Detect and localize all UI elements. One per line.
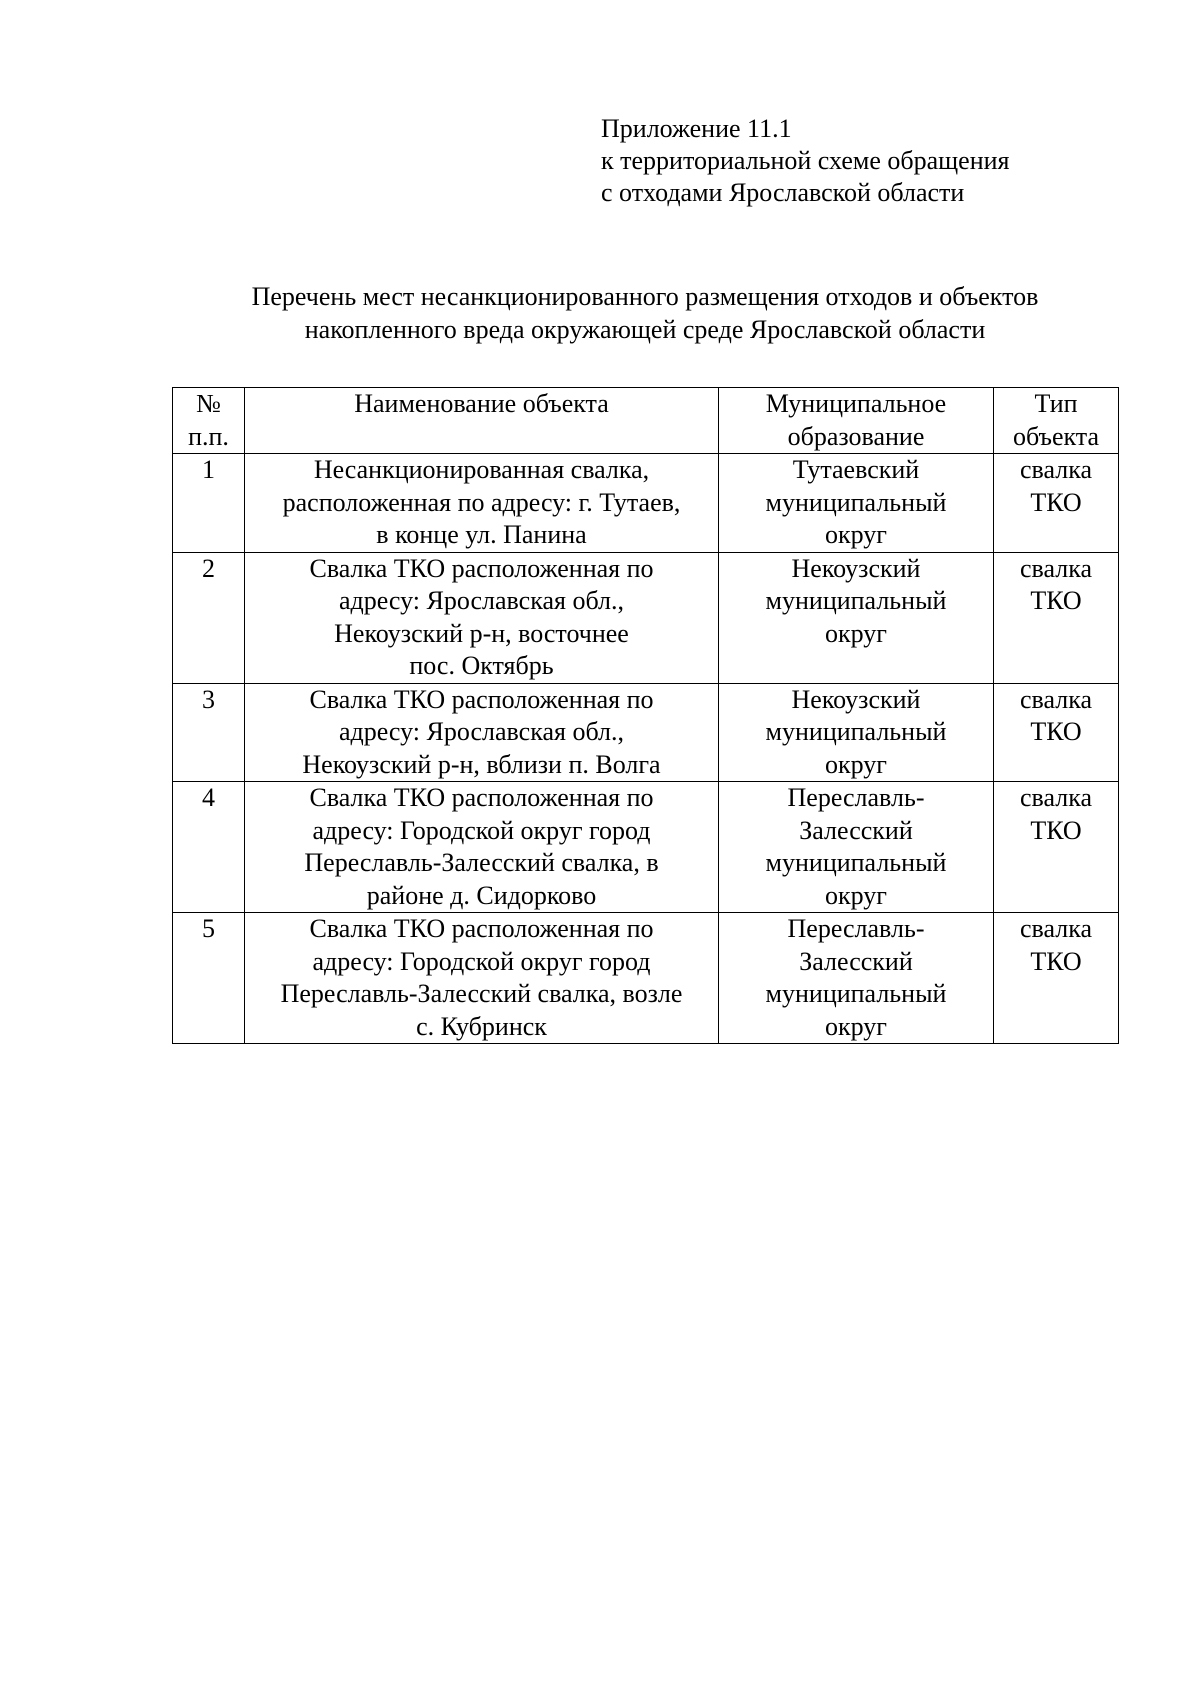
cell-line: ТКО (1030, 717, 1082, 746)
cell-line: с. Кубринск (416, 1011, 547, 1041)
title-line: накопленного вреда окружающей среде Ярославской области (304, 315, 986, 344)
header-num (173, 388, 245, 454)
cell-type (994, 454, 1119, 553)
table-row (173, 683, 1119, 782)
cell-name (245, 454, 719, 553)
cell-line: районе д. Сидорково (366, 880, 597, 910)
cell-line: 1 (202, 455, 215, 484)
cell-name (245, 782, 719, 913)
cell-line: ТКО (1030, 487, 1082, 517)
cell-line: округ (825, 880, 887, 910)
cell-line: 2 (202, 553, 215, 583)
title-line: Перечень мест несанкционированного размещения отходов и объектов (251, 282, 1039, 311)
header-line: Наименование объекта (354, 389, 609, 418)
appendix-line: с отходами Ярославской области (601, 178, 965, 207)
header-line: объекта (1012, 421, 1100, 451)
cell-line: 4 (202, 783, 215, 812)
cell-line: Несанкционированная свалка, (313, 455, 650, 484)
cell-line: округ (825, 1011, 887, 1041)
cell-type (994, 683, 1119, 782)
cell-line: Залесский (799, 815, 913, 845)
cell-line: Залесский (799, 946, 913, 976)
cell-line: расположенная по адресу: г. Тутаев, (282, 487, 681, 517)
table-row (173, 552, 1119, 683)
cell-municipality (719, 683, 994, 782)
cell-line: адресу: Городской округ город (312, 946, 651, 976)
cell-line: Переславль-Залесский свалка, возле (280, 979, 683, 1008)
cell-line: ТКО (1030, 586, 1082, 615)
cell-municipality (719, 454, 994, 553)
cell-line: свалка (1020, 783, 1092, 812)
cell-line: 5 (202, 914, 215, 943)
header-type (994, 388, 1119, 454)
cell-line: округ (825, 749, 887, 779)
cell-line: Свалка ТКО расположенная по (309, 553, 654, 583)
cell-line: Некоузский р-н, вблизи п. Волга (302, 749, 661, 779)
cell-line: свалка (1020, 455, 1092, 484)
appendix-note (601, 113, 1010, 209)
document-title (172, 280, 1118, 346)
cell-line: Некоузский (791, 553, 921, 583)
cell-line: муниципальный (765, 717, 947, 746)
table-row (173, 454, 1119, 553)
cell-municipality (719, 782, 994, 913)
cell-line: муниципальный (765, 848, 947, 877)
sites-table (172, 387, 1119, 1044)
cell-line: адресу: Городской округ город (312, 815, 651, 845)
cell-line: Некоузский р-н, восточнее (334, 618, 629, 648)
header-line: Тип (1034, 389, 1078, 418)
cell-line: Свалка ТКО расположенная по (309, 914, 654, 943)
cell-line: в конце ул. Панина (376, 520, 587, 549)
cell-line: Переславль- (787, 914, 925, 943)
cell-type (994, 552, 1119, 683)
cell-line: округ (825, 520, 887, 549)
cell-line: адресу: Ярославская обл., (338, 586, 625, 615)
cell-line: Свалка ТКО расположенная по (309, 684, 654, 714)
cell-line: 3 (202, 684, 215, 714)
cell-line: свалка (1020, 684, 1092, 714)
cell-line: Переславль- (787, 783, 925, 812)
header-line: образование (787, 421, 925, 451)
cell-num (173, 552, 245, 683)
cell-line: ТКО (1030, 946, 1082, 976)
cell-line: округ (825, 618, 887, 648)
cell-name (245, 683, 719, 782)
cell-line: адресу: Ярославская обл., (338, 717, 625, 746)
table-header-row (173, 388, 1119, 454)
header-line: № (196, 389, 221, 418)
table-row (173, 782, 1119, 913)
cell-line: свалка (1020, 914, 1092, 943)
cell-line: пос. Октябрь (409, 651, 554, 680)
cell-municipality (719, 552, 994, 683)
header-municipality (719, 388, 994, 454)
appendix-line: к территориальной схеме обращения (601, 146, 1010, 175)
cell-line: муниципальный (765, 487, 947, 517)
cell-line: Тутаевский (792, 455, 920, 484)
cell-num (173, 782, 245, 913)
header-line: Муниципальное (765, 389, 947, 418)
cell-line: муниципальный (765, 586, 947, 615)
cell-line: ТКО (1030, 815, 1082, 845)
cell-name (245, 913, 719, 1044)
header-name (245, 388, 719, 454)
cell-municipality (719, 913, 994, 1044)
cell-line: Свалка ТКО расположенная по (309, 783, 654, 812)
cell-line: свалка (1020, 553, 1092, 583)
appendix-line: Приложение 11.1 (601, 114, 792, 143)
table-row (173, 913, 1119, 1044)
cell-num (173, 913, 245, 1044)
cell-type (994, 782, 1119, 913)
cell-line: Некоузский (791, 684, 921, 714)
cell-line: муниципальный (765, 979, 947, 1008)
cell-num (173, 683, 245, 782)
cell-type (994, 913, 1119, 1044)
cell-name (245, 552, 719, 683)
header-line: п.п. (188, 421, 229, 451)
cell-num (173, 454, 245, 553)
cell-line: Переславль-Залесский свалка, в (304, 848, 659, 877)
